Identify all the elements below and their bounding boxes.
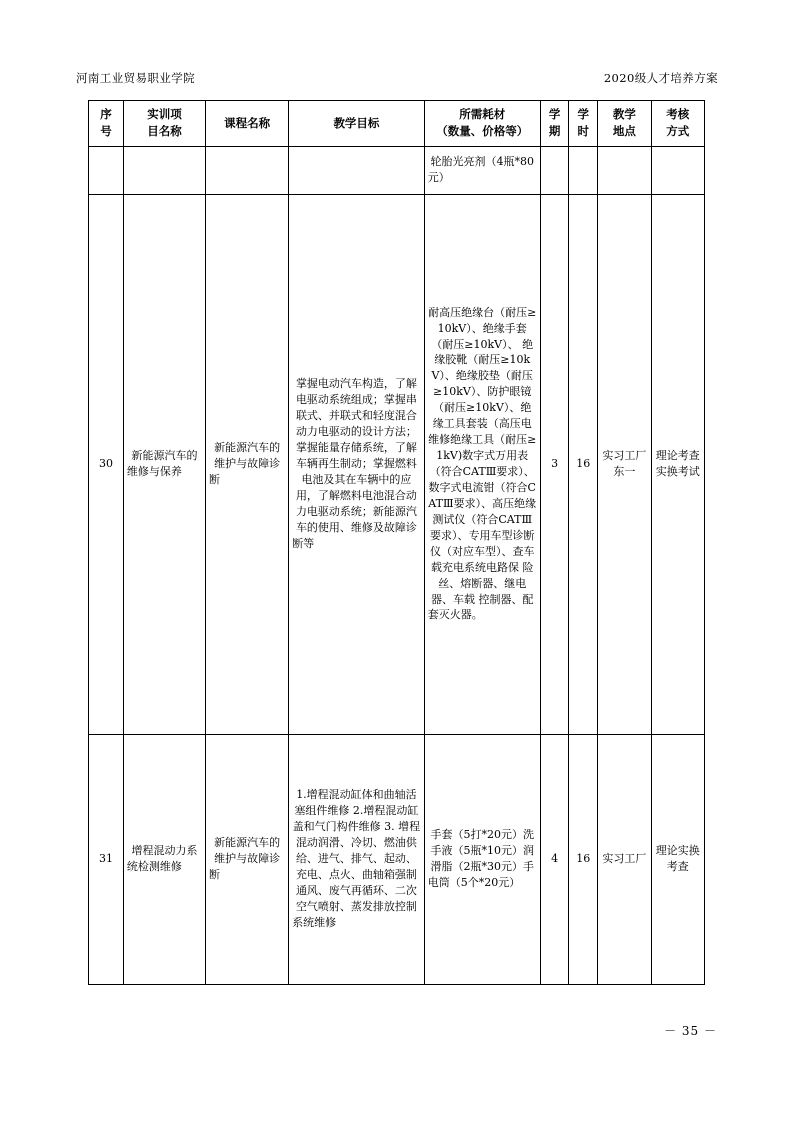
page-header (76, 70, 718, 86)
cell-place: 实习工厂东一 (598, 194, 651, 734)
cell-project: 增程混动力系统检测维修 (123, 734, 205, 984)
column-header-assess: 考核 方式 (651, 101, 704, 147)
cell-project: 新能源汽车的维修与保养 (123, 194, 205, 734)
cell-material: 耐高压绝缘台（耐压≥10kV）、绝缘手套（耐压≥10kV）、 绝缘胶靴（耐压≥10kV）、绝缘胶垫（耐压≥10kV）、防护眼镜（耐压≥10kV）、绝缘工具套装（高压电维修绝缘工具（耐压≥1kV)数字式万用表（符合CATⅢ要求）、数字式电流钳（符合CATⅢ要求）、高压绝缘测试仪（符合CATⅢ要求）、专用车型诊断仪（对应车型）、查车载充电系统电路保 险丝、熔断器、继电器、车载 控制器、配套灭火器。 (424, 194, 540, 734)
table-row (89, 194, 705, 734)
column-header-course: 课程名称 (206, 101, 289, 147)
column-header-project: 实训项 目名称 (123, 101, 205, 147)
table-row (89, 734, 705, 984)
table-header-row (89, 101, 705, 147)
cell-course: 新能源汽车的维护与故障诊断 (206, 734, 289, 984)
cell-assess: 理论实换考查 (651, 734, 704, 984)
cell-project (123, 146, 205, 194)
cell-assess: 理论考查实换考试 (651, 194, 704, 734)
cell-course: 新能源汽车的维护与故障诊断 (206, 194, 289, 734)
cell-hours: 16 (569, 734, 598, 984)
cell-term (540, 146, 569, 194)
header-document-title: 2020级人才培养方案 (603, 71, 718, 85)
cell-goal: 1.增程混动缸体和曲轴活塞组件维修 2.增程混动缸盖和气门构件维修 3. 增程混动润滑、冷切、燃油供给、进气、排气、起动、充电、点火、曲轴箱强制通风、废气再循环、二次空气喷射、蒸发排放控制系统维修 (289, 734, 425, 984)
cell-place: 实习工厂 (598, 734, 651, 984)
cell-hours: 16 (569, 194, 598, 734)
column-header-place: 教学 地点 (598, 101, 651, 147)
column-header-hours: 学 时 (569, 101, 598, 147)
cell-place (598, 146, 651, 194)
header-institution: 河南工业贸易职业学院 (76, 71, 195, 85)
training-projects-table (88, 100, 705, 985)
column-header-material: 所需耗材 （数量、价格等） (424, 101, 540, 147)
cell-course (206, 146, 289, 194)
cell-goal: 掌握电动汽车构造，了解电驱动系统组成；掌握串联式、并联式和轻度混合动力电驱动的设计方法；掌握能量存储系统，了解车辆再生制动；掌握燃料电池及其在车辆中的应用，了解燃料电池混合动力电驱动系统；新能源汽车的使用、维修及故障诊断等 (289, 194, 425, 734)
column-header-goal: 教学目标 (289, 101, 425, 147)
cell-term: 3 (540, 194, 569, 734)
column-header-no: 序 号 (89, 101, 124, 147)
cell-term: 4 (540, 734, 569, 984)
cell-no: 31 (89, 734, 124, 984)
column-header-term: 学 期 (540, 101, 569, 147)
cell-hours (569, 146, 598, 194)
table-row (89, 146, 705, 194)
cell-material: 手套（5打*20元）洗手液（5瓶*10元）润滑脂（2瓶*30元）手电筒（5个*20元） (424, 734, 540, 984)
cell-no: 30 (89, 194, 124, 734)
cell-goal (289, 146, 425, 194)
page-number: － 35 － (664, 1024, 717, 1038)
cell-material: 轮胎光亮剂（4瓶*80元） (424, 146, 540, 194)
cell-assess (651, 146, 704, 194)
cell-no (89, 146, 124, 194)
